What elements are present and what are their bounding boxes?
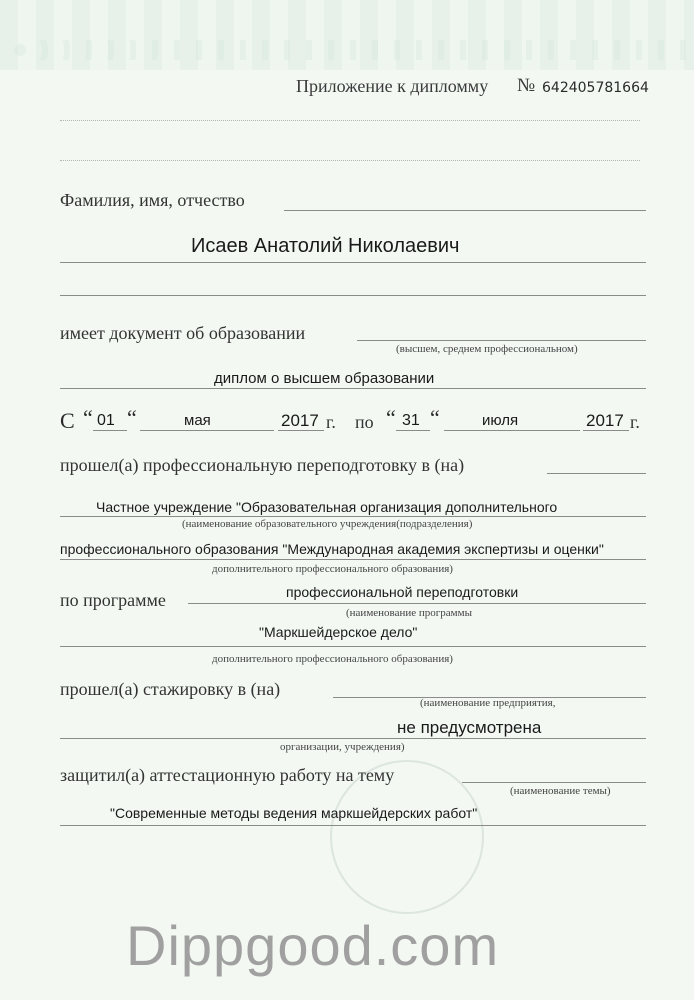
year-suffix-2: г. xyxy=(630,412,640,432)
program-hint2: дополнительного профессионального образования) xyxy=(212,653,453,665)
end-day: 31 xyxy=(402,412,420,429)
thesis-label: защитил(а) аттестационную работу на тему xyxy=(60,765,395,785)
thesis-value: "Современные методы ведения маркшейдерских работ" xyxy=(110,805,478,821)
name-value-underline xyxy=(60,262,646,263)
program-hint1: (наименование программы xyxy=(346,607,472,619)
name-value: Исаев Анатолий Николаевич xyxy=(191,235,460,257)
website-watermark: Dippgood.com xyxy=(126,914,500,977)
quote-close: “ xyxy=(127,405,137,430)
program-underline xyxy=(188,603,646,604)
start-month-underline xyxy=(140,430,274,431)
program-value2: "Маркшейдерское дело" xyxy=(259,624,418,640)
education-label: имеет документ об образовании xyxy=(60,323,306,343)
background-dotted-line xyxy=(60,120,640,121)
year-suffix-1: г. xyxy=(326,412,336,432)
internship-value-underline xyxy=(60,738,646,739)
quote-close-2: “ xyxy=(430,405,440,430)
program-value2-underline xyxy=(60,646,646,647)
thesis-value-underline xyxy=(60,825,646,826)
quote-open-2: “ xyxy=(386,405,396,430)
retraining-underline xyxy=(547,473,646,474)
background-dotted-line xyxy=(60,160,640,161)
name-underline xyxy=(284,210,646,211)
retraining-org-line1: Частное учреждение "Образовательная организация дополнительного xyxy=(96,499,558,515)
program-label: по программе xyxy=(60,590,166,610)
thesis-underline xyxy=(462,782,646,783)
internship-hint1: (наименование предприятия, xyxy=(420,697,556,709)
education-value-underline xyxy=(60,388,646,389)
retraining-org-line2: профессионального образования "Международная академия экспертизы и оценки" xyxy=(60,541,604,557)
number-sign: № xyxy=(517,75,536,96)
supplement-title: Приложение к дипломму xyxy=(296,76,489,96)
education-hint: (высшем, среднем профессиональном) xyxy=(396,343,578,355)
date-prefix: С xyxy=(60,408,75,433)
internship-label: прошел(а) стажировку в (на) xyxy=(60,679,281,699)
end-month: июля xyxy=(482,412,519,429)
end-month-underline xyxy=(444,430,580,431)
end-year-underline xyxy=(583,430,629,431)
education-value: диплом о высшем образовании xyxy=(214,370,435,387)
retraining-org-line1-underline xyxy=(60,516,646,517)
start-year: 2017 xyxy=(281,411,319,430)
end-year: 2017 xyxy=(586,411,624,430)
quote-open: “ xyxy=(83,405,93,430)
program-value1: профессиональной переподготовки xyxy=(286,584,519,600)
start-month: мая xyxy=(184,412,211,429)
end-day-underline xyxy=(396,430,430,431)
name-label: Фамилия, имя, отчество xyxy=(60,190,245,210)
decorative-ornament-band xyxy=(0,40,694,60)
retraining-org-line2-underline xyxy=(60,559,646,560)
thesis-hint: (наименование темы) xyxy=(510,785,611,797)
diploma-number: 642405781664 xyxy=(542,80,649,96)
retraining-hint2: дополнительного профессионального образования) xyxy=(212,563,453,575)
date-to: по xyxy=(355,412,374,432)
start-day-underline xyxy=(93,430,127,431)
internship-hint2: организации, учреждения) xyxy=(280,741,405,753)
start-day: 01 xyxy=(97,412,115,429)
start-year-underline xyxy=(278,430,324,431)
education-underline xyxy=(357,340,646,341)
internship-value: не предусмотрена xyxy=(397,718,542,737)
retraining-label: прошел(а) профессиональную переподготовку в (на) xyxy=(60,455,465,475)
retraining-hint1: (наименование образовательного учреждения(подразделения) xyxy=(182,518,473,530)
blank-underline xyxy=(60,295,646,296)
